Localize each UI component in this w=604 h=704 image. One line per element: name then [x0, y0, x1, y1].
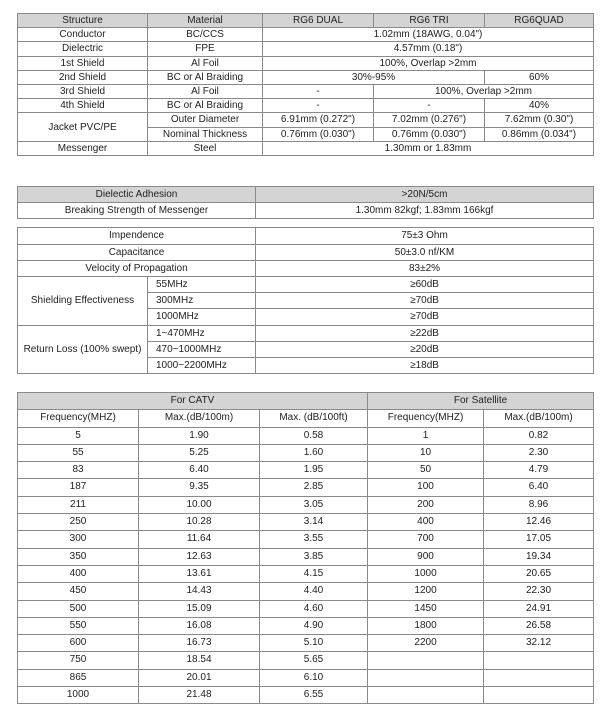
shield1-label: 1st Shield	[18, 56, 148, 70]
conductor-value: 1.02mm (18AWG, 0.04")	[263, 28, 594, 42]
satellite-title: For Satellite	[368, 393, 594, 410]
sat-db100m-cell: 22.30	[484, 583, 594, 600]
impedance-label: Impendence	[18, 228, 256, 244]
catv-db100ft-cell: 1.60	[260, 444, 368, 461]
catv-db100ft-cell: 5.10	[260, 635, 368, 652]
sat-freq-cell	[368, 687, 484, 704]
shield1-material: Al Foil	[148, 56, 263, 70]
sat-freq-cell: 400	[368, 514, 484, 531]
jacket-outer-tri: 7.02mm (0.276")	[374, 113, 485, 127]
sat-db100m-cell: 12.46	[484, 514, 594, 531]
attenuation-header-row	[18, 410, 594, 427]
sat-freq-cell: 1200	[368, 583, 484, 600]
catv-db100m-cell: 20.01	[139, 669, 260, 686]
messenger-row	[18, 141, 594, 155]
shielding-freq: 55MHz	[148, 277, 256, 293]
capacitance-value: 50±3.0 nf/KM	[256, 244, 594, 260]
catv-db100m-cell: 10.00	[139, 496, 260, 513]
catv-freq-cell: 400	[18, 565, 139, 582]
structure-spec-table	[17, 13, 594, 156]
shielding-value: ≥70dB	[256, 293, 594, 309]
catv-db100ft-cell: 4.40	[260, 583, 368, 600]
catv-db100m-cell: 13.61	[139, 565, 260, 582]
velocity-label: Velocity of Propagation	[18, 260, 256, 276]
catv-db100m-cell: 5.25	[139, 444, 260, 461]
shielding-value: ≥70dB	[256, 309, 594, 325]
catv-freq-cell: 211	[18, 496, 139, 513]
catv-db100m-cell: 9.35	[139, 479, 260, 496]
table-row	[18, 687, 594, 704]
table-row	[18, 617, 594, 634]
attenuation-title-row	[18, 393, 594, 410]
header-rg6-tri: RG6 TRI	[374, 14, 485, 28]
capacitance-label: Capacitance	[18, 244, 256, 260]
return-loss-row	[18, 325, 594, 341]
sat-db100m-cell: 17.05	[484, 531, 594, 548]
sat-freq-cell	[368, 652, 484, 669]
table-row	[18, 635, 594, 652]
table-row	[18, 669, 594, 686]
shield2-material: BC or Al Braiding	[148, 70, 263, 84]
shield2-label: 2nd Shield	[18, 70, 148, 84]
breaking-row	[18, 203, 594, 219]
shield4-value-dual: -	[263, 99, 374, 113]
catv-db100m-cell: 16.08	[139, 617, 260, 634]
jacket-thickness-tri: 0.76mm (0.030")	[374, 127, 485, 141]
catv-db100ft-cell: 4.60	[260, 600, 368, 617]
catv-db100m-header: Max.(dB/100m)	[139, 410, 260, 427]
catv-db100m-cell: 18.54	[139, 652, 260, 669]
sat-db100m-cell: 19.34	[484, 548, 594, 565]
velocity-value: 83±2%	[256, 260, 594, 276]
sat-freq-cell: 2200	[368, 635, 484, 652]
velocity-row	[18, 260, 594, 276]
table-row	[18, 600, 594, 617]
shield2-value-quad: 60%	[485, 70, 594, 84]
sat-freq-cell: 1450	[368, 600, 484, 617]
catv-db100ft-cell: 3.05	[260, 496, 368, 513]
sat-freq-cell: 900	[368, 548, 484, 565]
catv-db100ft-cell: 3.55	[260, 531, 368, 548]
sat-db100m-cell	[484, 652, 594, 669]
shield4-value-tri: -	[374, 99, 485, 113]
jacket-outer-label: Outer Diameter	[148, 113, 263, 127]
catv-db100ft-cell: 6.55	[260, 687, 368, 704]
sat-db100m-cell	[484, 687, 594, 704]
shield4-label: 4th Shield	[18, 99, 148, 113]
sat-db100m-cell: 0.82	[484, 427, 594, 444]
sat-db100m-cell: 8.96	[484, 496, 594, 513]
sat-db100m-cell: 20.65	[484, 565, 594, 582]
jacket-outer-dual: 6.91mm (0.272")	[263, 113, 374, 127]
sat-db100m-cell: 32.12	[484, 635, 594, 652]
catv-db100m-cell: 11.64	[139, 531, 260, 548]
catv-freq-cell: 83	[18, 462, 139, 479]
header-rg6-dual: RG6 DUAL	[263, 14, 374, 28]
catv-freq-cell: 750	[18, 652, 139, 669]
catv-freq-cell: 450	[18, 583, 139, 600]
catv-freq-cell: 250	[18, 514, 139, 531]
table-row	[18, 548, 594, 565]
table-row	[18, 496, 594, 513]
catv-db100ft-cell: 6.10	[260, 669, 368, 686]
jacket-label: Jacket PVC/PE	[18, 113, 148, 141]
catv-freq-cell: 55	[18, 444, 139, 461]
shield3-label: 3rd Shield	[18, 85, 148, 99]
jacket-thickness-label: Nominal Thickness	[148, 127, 263, 141]
performance-table	[17, 186, 594, 374]
table-row	[18, 462, 594, 479]
catv-freq-cell: 1000	[18, 687, 139, 704]
messenger-label: Messenger	[18, 141, 148, 155]
sat-db100m-header: Max.(dB/100m)	[484, 410, 594, 427]
attenuation-table	[17, 392, 594, 704]
sat-freq-cell: 1	[368, 427, 484, 444]
adhesion-label: Dielectic Adhesion	[18, 187, 256, 203]
catv-db100ft-cell: 3.14	[260, 514, 368, 531]
dielectric-row	[18, 42, 594, 56]
attenuation-body	[18, 427, 594, 704]
catv-db100ft-cell: 4.90	[260, 617, 368, 634]
dielectric-value: 4.57mm (0.18")	[263, 42, 594, 56]
conductor-row	[18, 28, 594, 42]
sat-freq-cell: 10	[368, 444, 484, 461]
shield1-value: 100%, Overlap >2mm	[263, 56, 594, 70]
sat-db100m-cell	[484, 669, 594, 686]
return-loss-value: ≥18dB	[256, 358, 594, 374]
catv-db100m-cell: 1.90	[139, 427, 260, 444]
catv-freq-cell: 187	[18, 479, 139, 496]
catv-freq-cell: 5	[18, 427, 139, 444]
shielding-freq: 1000MHz	[148, 309, 256, 325]
shielding-freq: 300MHz	[148, 293, 256, 309]
sat-freq-header: Frequency(MHZ)	[368, 410, 484, 427]
header-structure: Structure	[18, 14, 148, 28]
catv-freq-cell: 350	[18, 548, 139, 565]
header-material: Material	[148, 14, 263, 28]
shield3-value-tri-quad: 100%, Overlap >2mm	[374, 85, 594, 99]
conductor-label: Conductor	[18, 28, 148, 42]
catv-db100ft-cell: 5.65	[260, 652, 368, 669]
shield2-value-dual-tri: 30%-95%	[263, 70, 485, 84]
sat-freq-cell: 1800	[368, 617, 484, 634]
impedance-row	[18, 228, 594, 244]
adhesion-value: >20N/5cm	[256, 187, 594, 203]
sat-freq-cell	[368, 669, 484, 686]
return-loss-freq: 1~470MHz	[148, 325, 256, 341]
catv-db100m-cell: 14.43	[139, 583, 260, 600]
return-loss-freq: 1000~2200MHz	[148, 358, 256, 374]
catv-db100m-cell: 10.28	[139, 514, 260, 531]
return-loss-freq: 470~1000MHz	[148, 341, 256, 357]
catv-title: For CATV	[18, 393, 368, 410]
sat-db100m-cell: 4.79	[484, 462, 594, 479]
catv-db100m-cell: 16.73	[139, 635, 260, 652]
return-loss-label: Return Loss (100% swept)	[18, 325, 148, 374]
dielectric-label: Dielectric	[18, 42, 148, 56]
table-row	[18, 531, 594, 548]
table-row	[18, 565, 594, 582]
catv-freq-cell: 550	[18, 617, 139, 634]
jacket-thickness-dual: 0.76mm (0.030")	[263, 127, 374, 141]
shielding-value: ≥60dB	[256, 277, 594, 293]
catv-freq-cell: 600	[18, 635, 139, 652]
table-row	[18, 444, 594, 461]
sat-db100m-cell: 6.40	[484, 479, 594, 496]
shield3-row	[18, 85, 594, 99]
breaking-value: 1.30mm 82kgf; 1.83mm 166kgf	[256, 203, 594, 219]
shield3-material: Al Foil	[148, 85, 263, 99]
catv-freq-cell: 300	[18, 531, 139, 548]
catv-db100ft-cell: 2.85	[260, 479, 368, 496]
header-rg6-quad: RG6QUAD	[485, 14, 594, 28]
catv-db100m-cell: 12.63	[139, 548, 260, 565]
jacket-thickness-quad: 0.86mm (0.034")	[485, 127, 594, 141]
capacitance-row	[18, 244, 594, 260]
sat-db100m-cell: 24.91	[484, 600, 594, 617]
spec-header-row	[18, 14, 594, 28]
spacer-cell	[18, 219, 594, 228]
sat-freq-cell: 200	[368, 496, 484, 513]
table-row	[18, 652, 594, 669]
breaking-label: Breaking Strength of Messenger	[18, 203, 256, 219]
table-row	[18, 427, 594, 444]
catv-freq-header: Frequency(MHZ)	[18, 410, 139, 427]
sat-freq-cell: 700	[368, 531, 484, 548]
shield4-row	[18, 99, 594, 113]
table-row	[18, 583, 594, 600]
catv-freq-cell: 500	[18, 600, 139, 617]
catv-db100m-cell: 6.40	[139, 462, 260, 479]
table-row	[18, 514, 594, 531]
shield1-row	[18, 56, 594, 70]
sat-db100m-cell: 26.58	[484, 617, 594, 634]
shielding-row	[18, 277, 594, 293]
dielectric-material: FPE	[148, 42, 263, 56]
jacket-outer-row	[18, 113, 594, 127]
conductor-material: BC/CCS	[148, 28, 263, 42]
spacer-row	[18, 219, 594, 228]
catv-db100ft-header: Max. (dB/100ft)	[260, 410, 368, 427]
catv-db100ft-cell: 4.15	[260, 565, 368, 582]
impedance-value: 75±3 Ohm	[256, 228, 594, 244]
shielding-label: Shielding Effectiveness	[18, 277, 148, 326]
catv-freq-cell: 865	[18, 669, 139, 686]
sat-db100m-cell: 2.30	[484, 444, 594, 461]
catv-db100ft-cell: 3.85	[260, 548, 368, 565]
shield4-material: BC or Al Braiding	[148, 99, 263, 113]
sat-freq-cell: 1000	[368, 565, 484, 582]
catv-db100m-cell: 21.48	[139, 687, 260, 704]
shield2-row	[18, 70, 594, 84]
shield4-value-quad: 40%	[485, 99, 594, 113]
table-row	[18, 479, 594, 496]
return-loss-value: ≥22dB	[256, 325, 594, 341]
messenger-material: Steel	[148, 141, 263, 155]
sat-freq-cell: 100	[368, 479, 484, 496]
adhesion-row	[18, 187, 594, 203]
jacket-outer-quad: 7.62mm (0.30")	[485, 113, 594, 127]
shield3-value-dual: -	[263, 85, 374, 99]
catv-db100ft-cell: 0.58	[260, 427, 368, 444]
sat-freq-cell: 50	[368, 462, 484, 479]
catv-db100ft-cell: 1.95	[260, 462, 368, 479]
return-loss-value: ≥20dB	[256, 341, 594, 357]
catv-db100m-cell: 15.09	[139, 600, 260, 617]
messenger-value: 1.30mm or 1.83mm	[263, 141, 594, 155]
